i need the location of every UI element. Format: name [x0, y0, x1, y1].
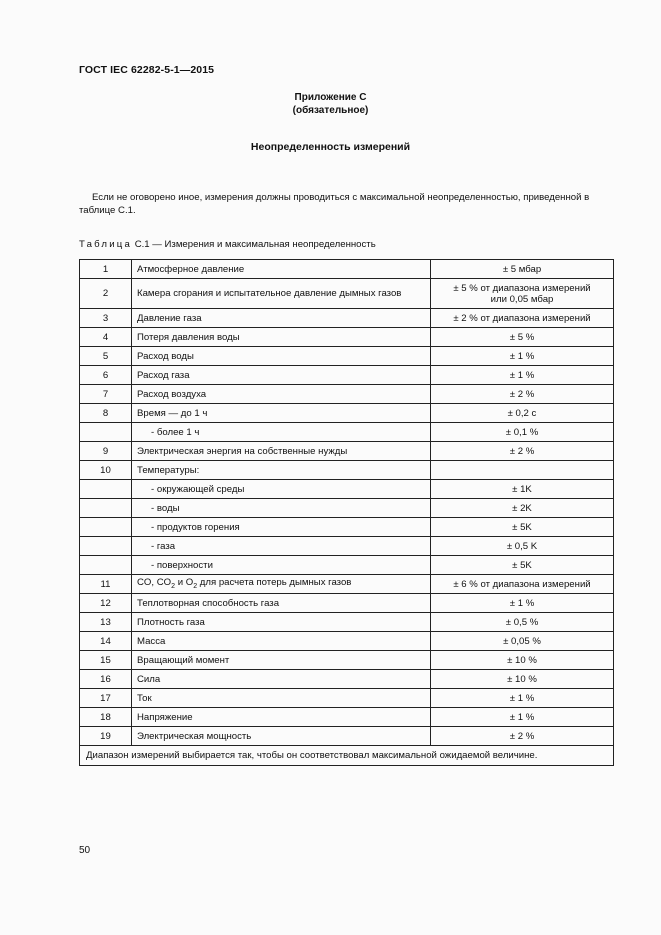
row-number: 15 — [80, 651, 132, 670]
table-row — [80, 537, 614, 556]
row-number — [80, 480, 132, 499]
table-row — [80, 260, 614, 279]
row-uncertainty: ± 2 % — [431, 385, 614, 404]
table-row — [80, 727, 614, 746]
row-uncertainty: ± 5 % — [431, 328, 614, 347]
row-measurement: Ток — [132, 689, 431, 708]
table-row — [80, 499, 614, 518]
row-number: 1 — [80, 260, 132, 279]
row-measurement: - воды — [132, 499, 431, 518]
row-number: 3 — [80, 309, 132, 328]
table-row — [80, 328, 614, 347]
table-row — [80, 708, 614, 727]
row-uncertainty: ± 1 % — [431, 366, 614, 385]
row-measurement: - поверхности — [132, 556, 431, 575]
table-row — [80, 651, 614, 670]
table-row — [80, 556, 614, 575]
appendix-status: (обязательное) — [292, 105, 369, 116]
row-measurement: Теплотворная способность газа — [132, 594, 431, 613]
row-uncertainty: ± 5 мбар — [431, 260, 614, 279]
row-number: 2 — [80, 279, 132, 309]
table-row — [80, 404, 614, 423]
row-number: 13 — [80, 613, 132, 632]
row-uncertainty: ± 6 % от диапазона измерений — [431, 575, 614, 594]
row-uncertainty: ± 1 % — [431, 347, 614, 366]
row-number: 4 — [80, 328, 132, 347]
row-number — [80, 423, 132, 442]
uncertainty-table — [79, 259, 614, 766]
row-number: 14 — [80, 632, 132, 651]
table-caption — [79, 239, 376, 250]
table-row — [80, 309, 614, 328]
row-uncertainty: ± 0,5 K — [431, 537, 614, 556]
row-measurement: Плотность газа — [132, 613, 431, 632]
row-uncertainty: ± 1 % — [431, 708, 614, 727]
row-measurement: - более 1 ч — [132, 423, 431, 442]
section-title: Неопределенность измерений — [250, 141, 411, 153]
table-note: Диапазон измерений выбирается так, чтобы он соответствовал максимальной ожидаемой величине. — [80, 746, 614, 766]
row-uncertainty: ± 0,05 % — [431, 632, 614, 651]
row-number: 19 — [80, 727, 132, 746]
row-number — [80, 499, 132, 518]
row-number: 7 — [80, 385, 132, 404]
table-row — [80, 689, 614, 708]
row-number: 11 — [80, 575, 132, 594]
table-row — [80, 670, 614, 689]
table-row — [80, 594, 614, 613]
row-number: 10 — [80, 461, 132, 480]
row-number — [80, 556, 132, 575]
appendix-label: Приложение С — [294, 92, 367, 103]
row-number: 16 — [80, 670, 132, 689]
row-measurement: Атмосферное давление — [132, 260, 431, 279]
row-number: 5 — [80, 347, 132, 366]
intro-paragraph: Если не оговорено иное, измерения должны проводиться с максимальной неопределенностью, приведенной в таблице С.1. — [79, 192, 590, 216]
page-number: 50 — [79, 845, 91, 856]
table-row — [80, 347, 614, 366]
table-row — [80, 366, 614, 385]
row-uncertainty: ± 0,2 с — [431, 404, 614, 423]
row-measurement — [132, 575, 431, 594]
row-measurement: Потеря давления воды — [132, 328, 431, 347]
row-uncertainty-line1: ± 5 % от диапазона измерений — [453, 282, 591, 294]
row-uncertainty: ± 5K — [431, 518, 614, 537]
row-uncertainty — [431, 279, 614, 309]
row-uncertainty: ± 2K — [431, 499, 614, 518]
table-caption-text: С.1 — Измерения и максимальная неопределенность — [134, 239, 376, 250]
row-measurement: Расход воздуха — [132, 385, 431, 404]
table-row — [80, 385, 614, 404]
row-uncertainty: ± 2 % от диапазона измерений — [431, 309, 614, 328]
row-measurement: Время — до 1 ч — [132, 404, 431, 423]
row-measurement: - газа — [132, 537, 431, 556]
row-measurement: Электрическая энергия на собственные нужды — [132, 442, 431, 461]
table-row — [80, 442, 614, 461]
row-uncertainty: ± 1 % — [431, 594, 614, 613]
row-uncertainty: ± 1 % — [431, 689, 614, 708]
row-number: 18 — [80, 708, 132, 727]
row-uncertainty: ± 0,1 % — [431, 423, 614, 442]
table-row — [80, 480, 614, 499]
row-number: 9 — [80, 442, 132, 461]
table-row — [80, 461, 614, 480]
table-note-row — [80, 746, 614, 766]
row-number: 12 — [80, 594, 132, 613]
row-measurement: Камера сгорания и испытательное давление дымных газов — [132, 279, 431, 309]
subscript: 2 — [171, 582, 176, 590]
table-row — [80, 613, 614, 632]
table-row — [80, 632, 614, 651]
row-uncertainty: ± 2 % — [431, 442, 614, 461]
row-uncertainty — [431, 461, 614, 480]
row-measurement: Расход воды — [132, 347, 431, 366]
row-uncertainty: ± 0,5 % — [431, 613, 614, 632]
row-measurement: Масса — [132, 632, 431, 651]
row-number — [80, 518, 132, 537]
document-id: ГОСТ IEC 62282-5-1—2015 — [79, 64, 215, 76]
subscript: 2 — [193, 582, 198, 590]
row-number — [80, 537, 132, 556]
row-measurement-part: и O — [175, 576, 194, 588]
row-measurement: - окружающей среды — [132, 480, 431, 499]
table-caption-prefix: Таблица — [79, 239, 133, 250]
table-row — [80, 423, 614, 442]
row-measurement: Сила — [132, 670, 431, 689]
row-uncertainty: ± 1K — [431, 480, 614, 499]
row-measurement: Давление газа — [132, 309, 431, 328]
row-uncertainty-line2: или 0,05 мбар — [490, 293, 554, 305]
row-uncertainty: ± 10 % — [431, 651, 614, 670]
table-row — [80, 279, 614, 309]
row-uncertainty: ± 2 % — [431, 727, 614, 746]
row-uncertainty: ± 10 % — [431, 670, 614, 689]
row-number: 6 — [80, 366, 132, 385]
row-uncertainty: ± 5K — [431, 556, 614, 575]
row-measurement: Напряжение — [132, 708, 431, 727]
row-number: 17 — [80, 689, 132, 708]
row-measurement: Температуры: — [132, 461, 431, 480]
table-row — [80, 518, 614, 537]
row-measurement-part: для расчета потерь дымных газов — [197, 576, 352, 588]
table-row — [80, 575, 614, 594]
row-measurement: Расход газа — [132, 366, 431, 385]
row-number: 8 — [80, 404, 132, 423]
row-measurement: Вращающий момент — [132, 651, 431, 670]
row-measurement-part: CO, CO — [137, 576, 172, 588]
row-measurement: Электрическая мощность — [132, 727, 431, 746]
row-measurement: - продуктов горения — [132, 518, 431, 537]
